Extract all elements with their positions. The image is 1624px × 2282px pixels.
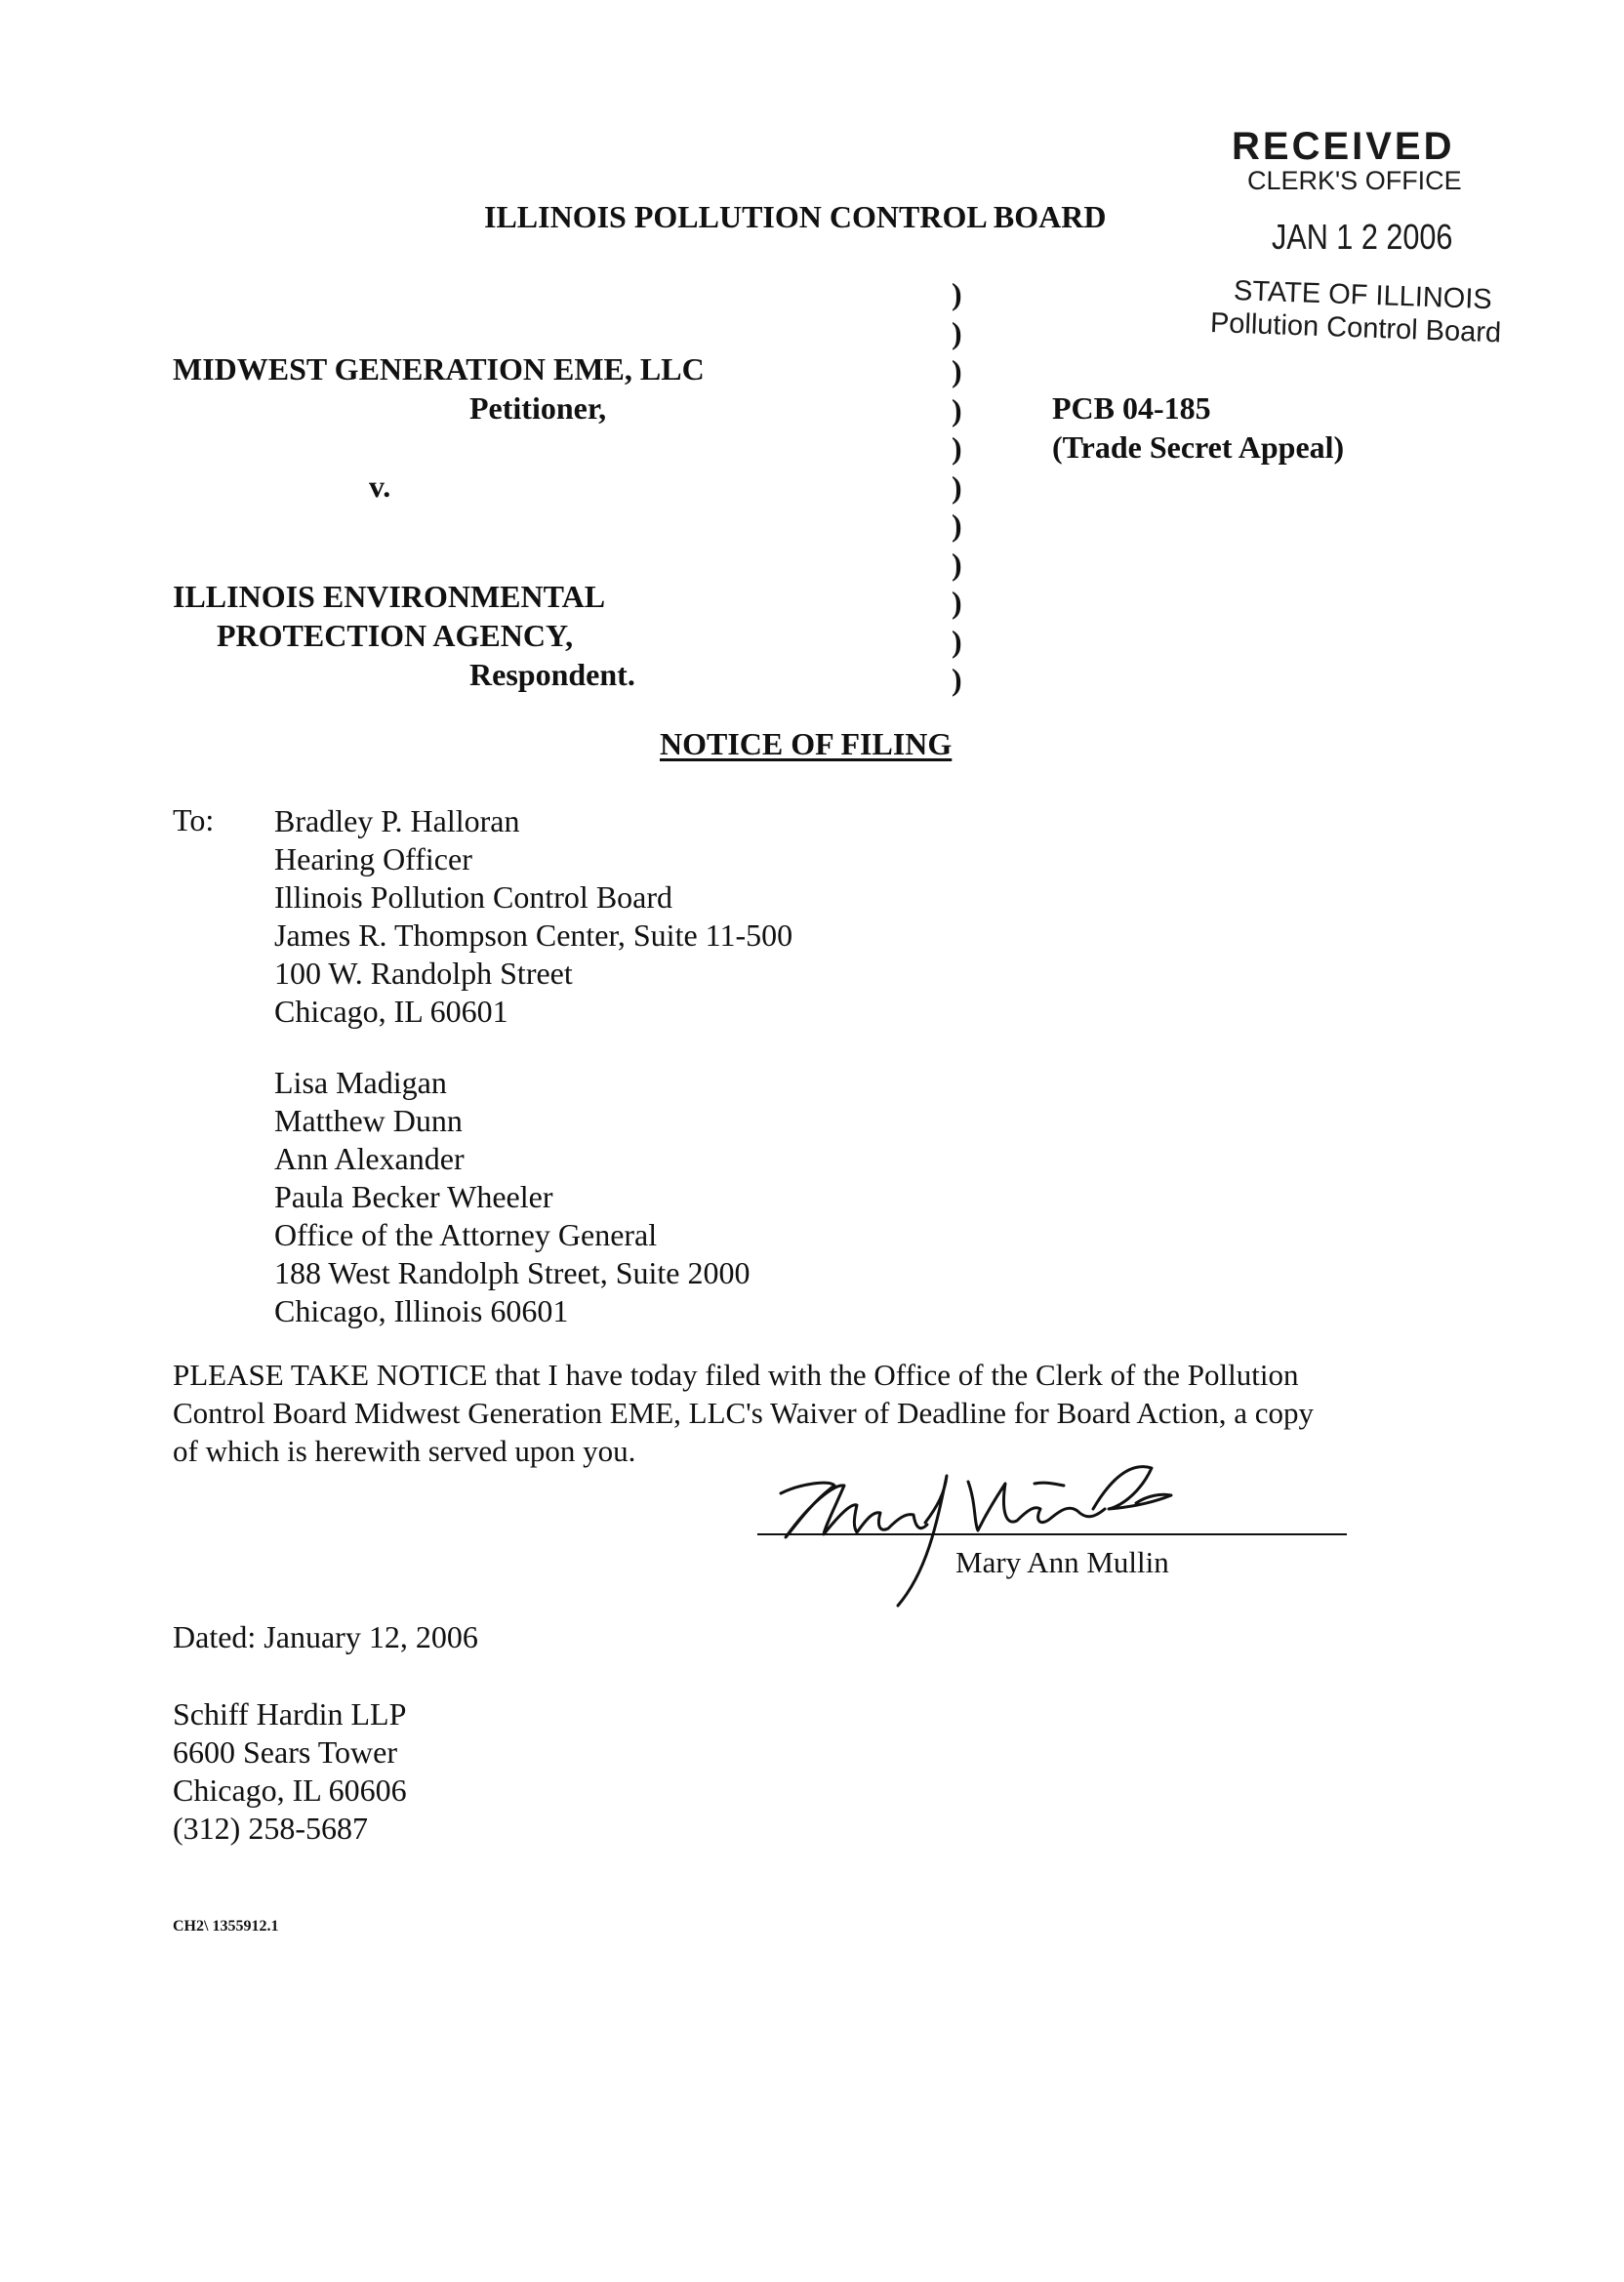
petitioner-role: Petitioner,: [469, 390, 607, 426]
caption-paren: ): [952, 469, 962, 505]
recipient-block-attorney-general: [274, 1064, 750, 1330]
recipient-block-hearing-officer: [274, 802, 792, 1031]
caption-paren: ): [952, 430, 962, 466]
address-line: Lisa Madigan: [274, 1065, 447, 1100]
address-line: 188 West Randolph Street, Suite 2000: [274, 1255, 751, 1290]
firm-block: [173, 1695, 407, 1848]
address-line: Paula Becker Wheeler: [274, 1179, 553, 1214]
board-title: ILLINOIS POLLUTION CONTROL BOARD: [484, 199, 1107, 234]
caption-paren: ): [952, 508, 962, 543]
body-line: PLEASE TAKE NOTICE that I have today filed with the Office of the Clerk of the Pollution: [173, 1358, 1299, 1392]
caption-bracket-column: [952, 275, 962, 700]
stamp-board: Pollution Control Board: [1209, 307, 1502, 349]
firm-line: 6600 Sears Tower: [173, 1734, 398, 1770]
stamp-date: JAN 1 2 2006: [1272, 217, 1453, 257]
address-line: 100 W. Randolph Street: [274, 956, 573, 991]
address-line: Chicago, Illinois 60601: [274, 1293, 569, 1328]
dated-line: Dated: January 12, 2006: [173, 1619, 478, 1654]
body-line: of which is herewith served upon you.: [173, 1434, 636, 1468]
body-line: Control Board Midwest Generation EME, LLC's Waiver of Deadline for Board Action, a copy: [173, 1396, 1315, 1430]
notice-title: NOTICE OF FILING: [660, 726, 953, 761]
address-line: Illinois Pollution Control Board: [274, 879, 673, 915]
signature-scribble: [742, 1425, 1366, 1630]
stamp-clerks-office: CLERK'S OFFICE: [1247, 166, 1462, 195]
address-line: Ann Alexander: [274, 1141, 465, 1176]
address-line: Chicago, IL 60601: [274, 994, 508, 1029]
caption-paren: ): [952, 662, 962, 697]
stamp-state: STATE OF ILLINOIS: [1233, 275, 1493, 316]
firm-line: (312) 258-5687: [173, 1811, 368, 1846]
caption-paren: ): [952, 585, 962, 620]
to-label: To:: [173, 802, 215, 837]
caption-paren: ): [952, 276, 962, 311]
caption-paren: ): [952, 546, 962, 582]
document-id: CH2\ 1355912.1: [173, 1918, 279, 1935]
respondent-role: Respondent.: [469, 657, 635, 692]
caption-paren: ): [952, 623, 962, 659]
respondent-name-line2: PROTECTION AGENCY,: [217, 618, 574, 653]
address-line: James R. Thompson Center, Suite 11-500: [274, 917, 793, 953]
respondent-name-line1: ILLINOIS ENVIRONMENTAL: [173, 579, 606, 614]
case-type: (Trade Secret Appeal): [1052, 429, 1345, 465]
address-line: Matthew Dunn: [274, 1103, 463, 1138]
caption-paren: ): [952, 314, 962, 350]
firm-line: Schiff Hardin LLP: [173, 1696, 407, 1732]
caption-paren: ): [952, 353, 962, 388]
caption-paren: ): [952, 391, 962, 428]
signatory-name: Mary Ann Mullin: [955, 1545, 1169, 1579]
stamp-received: RECEIVED: [1232, 125, 1455, 168]
case-number: PCB 04-185: [1052, 390, 1211, 426]
address-line: Office of the Attorney General: [274, 1217, 658, 1252]
address-line: Hearing Officer: [274, 841, 472, 876]
versus: v.: [369, 469, 391, 504]
address-line: Bradley P. Halloran: [274, 803, 520, 838]
firm-line: Chicago, IL 60606: [173, 1773, 407, 1808]
petitioner-name: MIDWEST GENERATION EME, LLC: [173, 351, 705, 387]
